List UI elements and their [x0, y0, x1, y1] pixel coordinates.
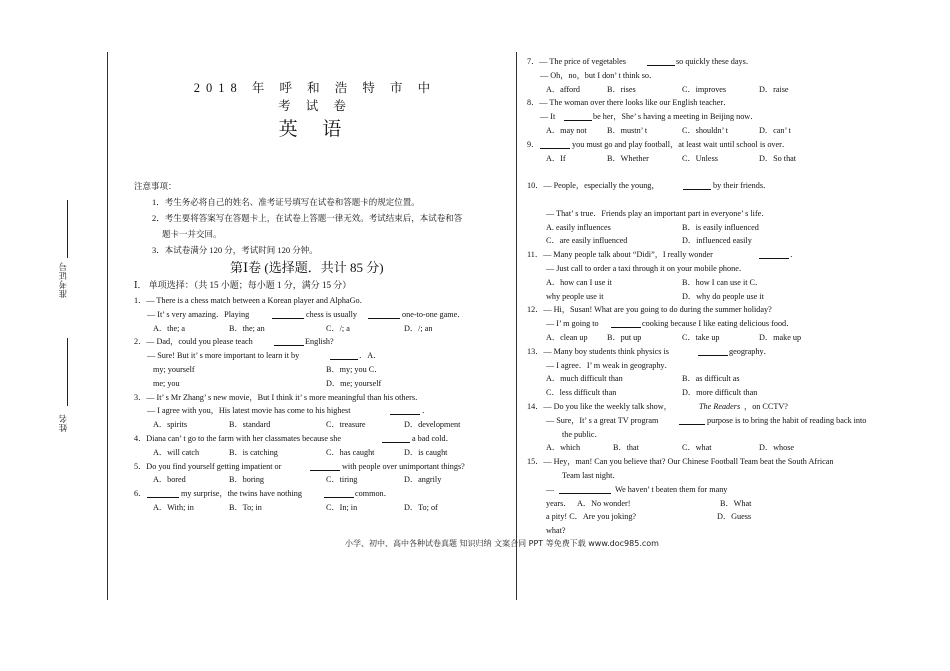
notes-section [134, 178, 504, 258]
question-11-stem: 11．— Many people talk about “Didi”，I really wonder ． [527, 250, 799, 260]
question-8-line2: — It be her，She’ s having a meeting in Beijing now． [540, 112, 759, 122]
answer-blank [330, 359, 358, 360]
question-10-options-row2: C．are easily influenced D．influenced easily [546, 236, 752, 246]
question-10-line2: — That’ s true．Friends play an important part in everyone’ s life． [546, 208, 770, 218]
answer-blank [368, 318, 400, 319]
answer-blank [559, 493, 611, 494]
question-5-options: A．bored B．boring C．tiring D．angrily [153, 475, 442, 485]
section-heading: Ⅰ． 单项选择：（共 15 小题；每小题 1 分，满分 15 分） [134, 280, 352, 290]
question-15-stem: 15．— Hey，man! Can you believe that? Our Chinese Football Team beat the South African [527, 457, 834, 467]
question-10-stem: 10．— People，especially the young， by their friends． [527, 181, 772, 191]
question-7-options: A．afford B．rises C．improves D．raise [546, 84, 789, 94]
note-item: 题卡一并交回。 [162, 229, 222, 239]
question-2-stem: 2．— Dad，could you please teach English? [134, 337, 334, 347]
question-15-line2: Team last night． [562, 470, 621, 480]
question-14-options: A．which B．that C．what D．whose [546, 443, 795, 453]
answer-blank [683, 189, 711, 190]
answer-blank [274, 345, 304, 346]
question-11-options-row1: A．how can I use it B．how I can use it C． [546, 277, 764, 287]
question-2-options-row1: my; yourself B．my; you C． [153, 364, 383, 374]
exam-title: 2018 年 呼 和 浩 特 市 中 考 试 卷 [193, 81, 437, 113]
question-12-options: A．clean up B．put up C．take up D．make up [546, 332, 802, 342]
question-13-stem: 13．— Many boy students think physics is geography． [527, 346, 772, 356]
question-13-options-row2: C．less difficult than D．more difficult than [546, 388, 758, 398]
part-title: 第Ⅰ卷 (选择题．共计 85 分) [230, 260, 384, 275]
answer-blank [324, 497, 354, 498]
question-12-stem: 12．— Hi，Susan! What are you going to do during the summer holiday? [527, 305, 772, 315]
footer-text: 小学、初中、高中各种试卷真题 知识归纳 文案合同 PPT 等免费下载 www.doc985.com [345, 539, 659, 548]
answer-blank [272, 318, 304, 319]
question-8-stem: 8．— The woman over there looks like our English teacher． [527, 98, 732, 108]
answer-blank [564, 120, 592, 121]
question-1-options: A．the; a B．the; an C．/; a D．/; an [153, 323, 433, 333]
question-3-line2: — I agree with you，His latest movie has come to his highest ． [147, 406, 431, 416]
right-questions [527, 55, 907, 538]
name-line [67, 338, 68, 406]
answer-blank [698, 355, 728, 356]
note-item: 2．考生要将答案写在答题卡上，在试卷上答题一律无效。考试结束后，本试卷和答 [152, 213, 463, 223]
question-15-line4: years． A．No wonder! B．What [546, 498, 752, 508]
question-11-options-row2: why people use it D．why do people use it [546, 291, 764, 301]
exam-id-label: 准考证号 [58, 262, 68, 298]
column-divider [516, 52, 517, 600]
question-11-line2: — Just call to order a taxi through it on your mobile phone． [546, 263, 748, 273]
answer-blank [540, 148, 570, 149]
question-15-line6: what? [546, 526, 566, 536]
question-4-stem: 4．Diana can’ t go to the farm with her classmates because she a bad cold． [134, 433, 454, 443]
question-7-stem: 7．— The price of vegetables so quickly these days． [527, 57, 754, 66]
answer-blank [611, 327, 641, 328]
question-14-line3: the public． [562, 429, 603, 439]
spacer [527, 193, 907, 207]
question-6-options: A．With; in B．To; in C．In; in D．To; of [153, 502, 438, 512]
question-13-line2: — I agree．I’ m weak in geography． [546, 360, 673, 370]
question-6-stem: 6． my surprise，the twins have nothing common． [134, 489, 392, 499]
answer-blank [147, 497, 179, 498]
answer-blank [759, 258, 789, 259]
question-7-line2: — Oh，no，but I don’ t think so． [540, 70, 658, 80]
question-8-options: A．may not B．mustn’ t C．shouldn’ t D．can’ t [546, 125, 791, 135]
question-15-line5: a pity! C．Are you joking? D．Guess [546, 512, 752, 522]
subject-title: 英 语 [278, 119, 352, 140]
left-questions [134, 294, 506, 515]
spacer [527, 165, 907, 179]
question-4-options: A．will catch B．is catching C．has caught D．is caught [153, 447, 448, 457]
question-9-stem: 9． you must go and play football，at least wait until school is over． [527, 139, 791, 149]
answer-blank [390, 414, 420, 415]
answer-blank [647, 65, 675, 66]
answer-blank [382, 442, 410, 443]
question-3-stem: 3．— It’ s Mr Zhang’ s new movie，But I think it’ s more meaningful than his others． [134, 392, 424, 402]
exam-id-line [67, 200, 68, 258]
question-13-options-row1: A．much difficult than B．as difficult as [546, 374, 740, 384]
question-14-stem: 14．— Do you like the weekly talk show， The Readers ，on CCTV? [527, 401, 788, 411]
question-5-stem: 5．Do you find yourself getting impatient or with people over unimportant things? [134, 461, 465, 471]
question-1-stem: 1．— There is a chess match between a Korean player and AlphaGo． [134, 296, 368, 305]
answer-blank [310, 470, 340, 471]
notes-heading: 注意事项： [134, 181, 177, 191]
name-label: 姓名 [58, 414, 68, 432]
note-item: 3．本试卷满分 120 分，考试时间 120 分钟。 [152, 245, 318, 255]
question-15-line3: — We haven’ t beaten them for many [546, 484, 728, 494]
question-10-options-row1: A. easily influences B．is easily influenced [546, 222, 759, 232]
question-2-line2: — Sure! But it’ s more important to learn it by ．A． [147, 351, 382, 361]
binding-line [107, 52, 108, 600]
question-2-options-row2: me; you D．me; yourself [153, 378, 382, 388]
question-9-options: A．If B．Whether C．Unless D．So that [546, 153, 797, 163]
question-1-line2: — It’ s very amazing．Playing chess is usually one-to-one game． [147, 309, 466, 319]
answer-blank [679, 424, 705, 425]
question-12-line2: — I’ m going to cooking because I like eating delicious food． [546, 319, 795, 329]
question-3-options: A．spirits B．standard C．treasure D．development [153, 420, 461, 430]
note-item: 1．考生务必将自己的姓名、准考证号填写在试卷和答题卡的规定位置。 [152, 197, 420, 207]
question-14-line2: — Sure，It’ s a great TV program purpose is to bring the habit of reading back into [546, 415, 867, 425]
